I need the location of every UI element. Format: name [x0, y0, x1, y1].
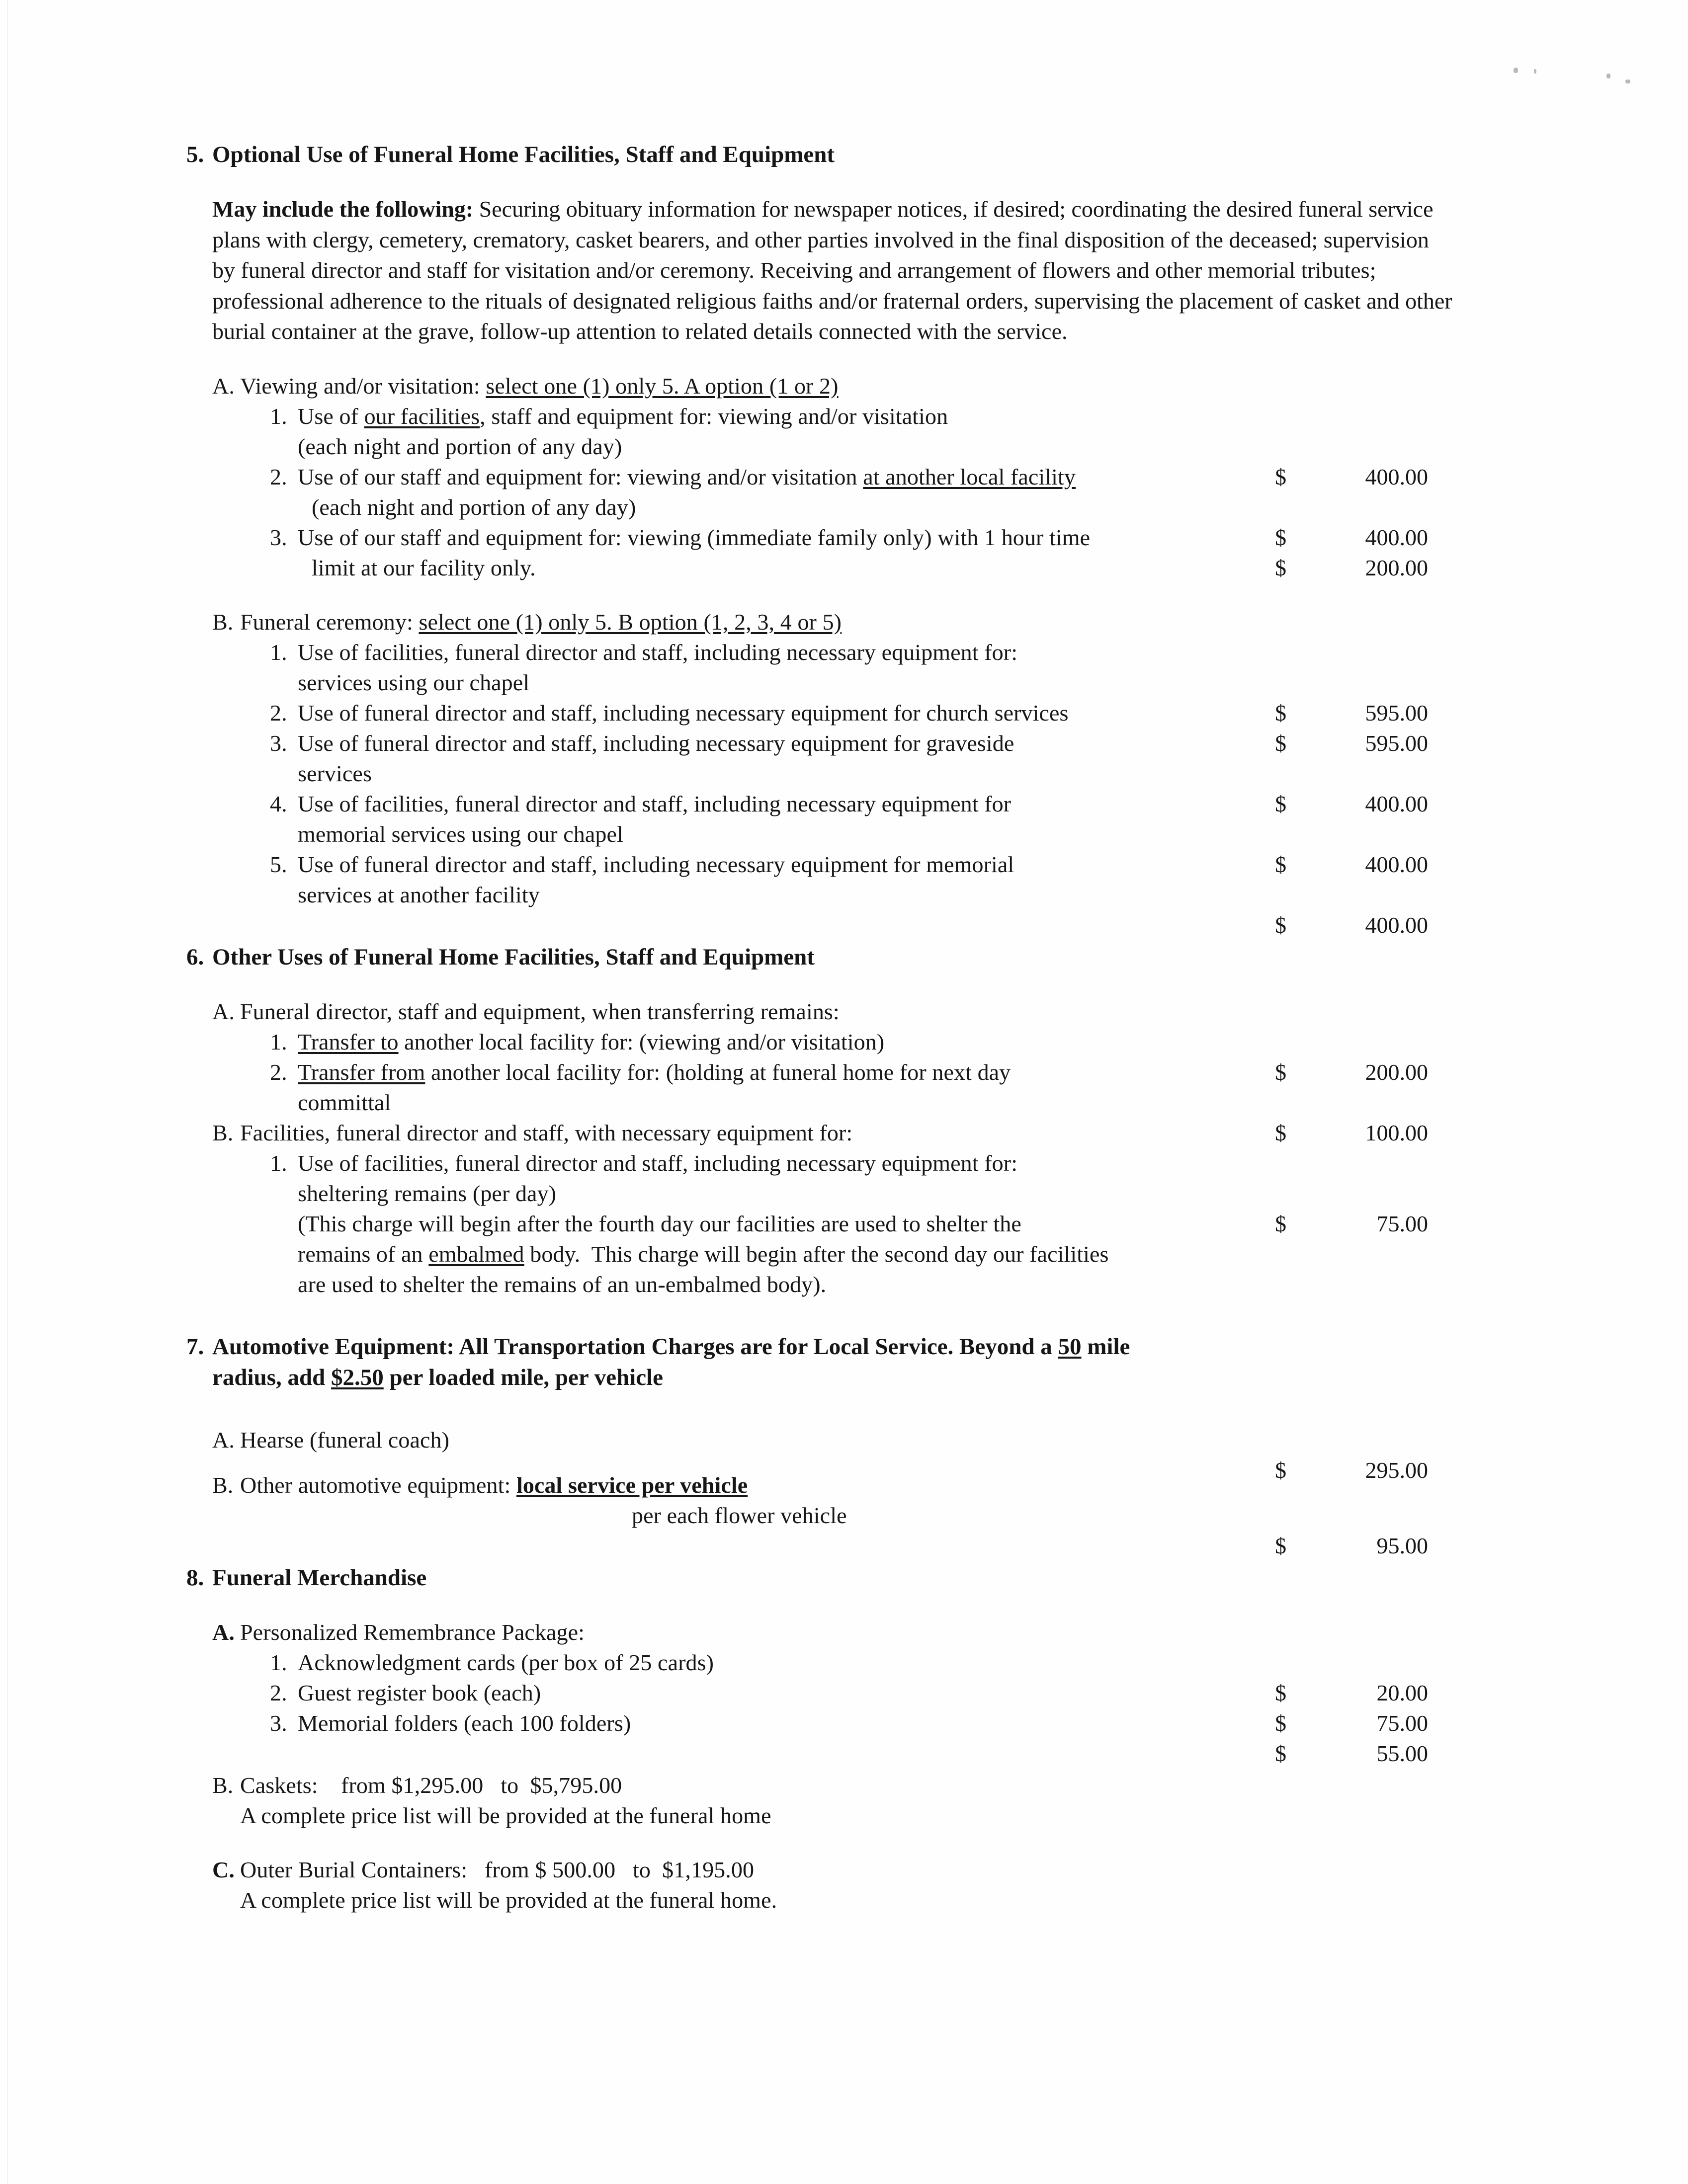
- table-row: [186, 1708, 1489, 1766]
- item-5B1-line1: [270, 637, 1489, 667]
- section-7-per-mile-rate: $2.50: [331, 1364, 384, 1390]
- item-6A2-line1: [270, 1057, 1489, 1087]
- item-5B3-line1: [270, 728, 1489, 758]
- table-row: [186, 1470, 1489, 1500]
- currency-symbol: $: [1275, 1533, 1286, 1558]
- item-5A3-line1: [270, 522, 1489, 553]
- item-8A2-text: Guest register book (each): [298, 1680, 541, 1705]
- item-8B-text: Caskets: from $1,295.00 to $5,795.00: [240, 1772, 622, 1798]
- price-amount: 100.00: [1365, 1120, 1428, 1145]
- scan-speck: [1534, 69, 1536, 74]
- price-amount: 400.00: [1365, 464, 1428, 489]
- item-8A2-label: 2.: [270, 1680, 287, 1705]
- item-6A-label: A.: [212, 998, 235, 1024]
- item-5B1-label: 1.: [270, 639, 287, 665]
- item-5B1-line2: services using our chapel: [298, 669, 530, 695]
- table-row: [186, 1148, 1489, 1178]
- item-8B-note: A complete price list will be provided at the funeral home: [240, 1802, 771, 1828]
- item-6B-label: B.: [212, 1120, 234, 1145]
- item-8A2: [270, 1678, 1489, 1708]
- item-5B-text: Funeral ceremony:: [240, 609, 419, 635]
- item-5A2-text-a: Use of our staff and equipment for: viewing and/or visitation: [298, 464, 863, 489]
- item-5A1-text-a: Use of: [298, 403, 364, 429]
- item-5B4-text: Use of facilities, funeral director and staff, including necessary equipment for: [298, 791, 1012, 816]
- table-row: [186, 880, 1489, 938]
- item-8B-heading: [212, 1770, 1489, 1800]
- currency-symbol: $: [1275, 555, 1286, 580]
- section-7-title-part4: per loaded mile, per vehicle: [383, 1364, 663, 1390]
- table-row: [186, 789, 1489, 819]
- item-8A3: [270, 1708, 1489, 1738]
- section-7-number: 7.: [186, 1333, 204, 1360]
- item-8A-label: A.: [212, 1619, 235, 1645]
- item-5B-select-note: select one (1) only 5. B option (1, 2, 3, 4 or 5): [419, 609, 842, 635]
- price-amount: 95.00: [1376, 1533, 1428, 1558]
- table-row: [186, 1500, 1489, 1558]
- section-7-title-part2: mile: [1081, 1333, 1130, 1360]
- currency-symbol: $: [1275, 1120, 1286, 1145]
- item-5A1-label: 1.: [270, 403, 287, 429]
- table-row: [186, 728, 1489, 758]
- currency-symbol: $: [1275, 1740, 1286, 1766]
- price-amount: 75.00: [1376, 1710, 1428, 1736]
- item-7A: [212, 1425, 1489, 1455]
- section-8-title: Funeral Merchandise: [212, 1564, 427, 1591]
- section-5-intro-lead: May include the following:: [212, 196, 474, 222]
- item-5A1-line1: [270, 401, 1489, 431]
- scan-edge-artifact: [7, 0, 8, 2184]
- item-7B-local-service-note: local service per vehicle: [516, 1472, 748, 1498]
- item-8C-note: A complete price list will be provided at the funeral home.: [240, 1887, 777, 1913]
- item-5B3-label: 3.: [270, 730, 287, 756]
- currency-symbol: $: [1275, 700, 1286, 726]
- item-5B2-label: 2.: [270, 700, 287, 726]
- table-row: [186, 1057, 1489, 1087]
- item-6B1-note-line2: [298, 1239, 1489, 1269]
- item-5A1-text-underlined: our facilities: [364, 403, 480, 429]
- section-7-title-part1: Automotive Equipment: All Transportation Charges are for Local Service. Beyond a: [212, 1333, 1058, 1360]
- currency-symbol: $: [1275, 1710, 1286, 1736]
- item-6B1-note-line3: are used to shelter the remains of an un-embalmed body).: [298, 1271, 827, 1297]
- price-amount: 400.00: [1365, 791, 1428, 816]
- currency-symbol: $: [1275, 851, 1286, 877]
- item-5B5-line2: services at another facility: [298, 882, 540, 907]
- note-text-a: remains of an: [298, 1241, 429, 1267]
- price-amount: 75.00: [1376, 1211, 1428, 1236]
- section-5-intro-paragraph: [212, 194, 1455, 347]
- currency-symbol: $: [1275, 1059, 1286, 1085]
- item-7B-text: Other automotive equipment:: [240, 1472, 516, 1498]
- item-6A-heading: [212, 996, 1489, 1027]
- note-text-underlined: embalmed: [428, 1241, 524, 1267]
- item-6A2-line2: committal: [298, 1089, 391, 1115]
- section-6-number: 6.: [186, 944, 204, 970]
- price-amount: 595.00: [1365, 730, 1428, 756]
- item-7B-subtext: per each flower vehicle: [632, 1502, 847, 1528]
- item-7A-text: Hearse (funeral coach): [240, 1427, 450, 1453]
- price-amount: 200.00: [1365, 1059, 1428, 1085]
- item-6A1-label: 1.: [270, 1029, 287, 1054]
- table-row: [186, 637, 1489, 667]
- document-body: [186, 139, 1489, 1915]
- item-5B1-text: Use of facilities, funeral director and staff, including necessary equipment for:: [298, 639, 1018, 665]
- price-amount: 595.00: [1365, 700, 1428, 726]
- item-8A1-label: 1.: [270, 1649, 287, 1675]
- item-8C-label: C.: [212, 1857, 235, 1882]
- item-7B-label: B.: [212, 1472, 234, 1498]
- item-5B4-line2: memorial services using our chapel: [298, 821, 623, 847]
- item-5B-label: B.: [212, 609, 234, 635]
- currency-symbol: $: [1275, 464, 1286, 489]
- table-row: [186, 401, 1489, 431]
- section-7-heading: [186, 1331, 1489, 1362]
- item-8A1: [270, 1647, 1489, 1678]
- item-7B-price: [1275, 1531, 1489, 1561]
- section-7-mile-radius: 50: [1058, 1333, 1082, 1360]
- item-6A2-text: another local facility for: (holding at funeral home for next day: [425, 1059, 1011, 1085]
- table-row: [186, 553, 1489, 583]
- price-amount: 20.00: [1376, 1680, 1428, 1705]
- item-8A1-text: Acknowledgment cards (per box of 25 cards): [298, 1649, 714, 1675]
- item-5B2-line1: [270, 698, 1489, 728]
- section-5-heading: [186, 139, 1489, 170]
- item-5A-label: A.: [212, 373, 235, 399]
- item-5A-heading: [212, 371, 1489, 401]
- section-8-heading: [186, 1562, 1489, 1593]
- item-6B-heading: [212, 1118, 1489, 1148]
- section-5-number: 5.: [186, 142, 204, 167]
- item-5A2-line1: [270, 462, 1489, 492]
- currency-symbol: $: [1275, 1211, 1286, 1236]
- item-8A3-price: [1275, 1738, 1489, 1769]
- item-6B-text: Facilities, funeral director and staff, with necessary equipment for:: [240, 1120, 853, 1145]
- currency-symbol: $: [1275, 1457, 1286, 1483]
- item-5B4-label: 4.: [270, 791, 287, 816]
- item-6B1-line2: sheltering remains (per day): [298, 1180, 557, 1206]
- section-8-number: 8.: [186, 1564, 204, 1591]
- item-6A1-text: another local facility for: (viewing and/or visitation): [398, 1029, 885, 1054]
- scan-speck: [1625, 80, 1630, 83]
- item-5B5-text: Use of funeral director and staff, including necessary equipment for memorial: [298, 851, 1014, 877]
- item-5A1-line2: (each night and portion of any day): [298, 433, 622, 459]
- item-6A1-text-underlined: Transfer to: [298, 1029, 399, 1054]
- item-6A1-line1: [270, 1027, 1489, 1057]
- currency-symbol: $: [1275, 912, 1286, 938]
- note-text-b: body. This charge will begin after the second day our facilities: [524, 1241, 1109, 1267]
- price-amount: 400.00: [1365, 524, 1428, 550]
- item-5A3-label: 3.: [270, 524, 287, 550]
- item-8A-heading: [212, 1617, 1489, 1647]
- item-7A-label: A.: [212, 1427, 235, 1453]
- item-5B4-line1: [270, 789, 1489, 819]
- scan-speck: [1514, 68, 1518, 73]
- section-6-heading: [186, 942, 1489, 972]
- item-5A-text: Viewing and/or visitation:: [240, 373, 486, 399]
- item-6B1-text: Use of facilities, funeral director and staff, including necessary equipment for:: [298, 1150, 1018, 1176]
- item-5B5-line1: [270, 849, 1489, 880]
- item-5A3-line2: limit at our facility only.: [312, 555, 536, 580]
- scan-speck: [1606, 74, 1610, 79]
- item-8A-text: Personalized Remembrance Package:: [240, 1619, 585, 1645]
- item-6B1-note-line1: (This charge will begin after the fourth day our facilities are used to shelter the: [298, 1211, 1021, 1236]
- item-5A-select-note: select one (1) only 5. A option (1 or 2): [486, 373, 839, 399]
- section-7-heading-line2: [212, 1362, 1489, 1393]
- item-5B3-text: Use of funeral director and staff, including necessary equipment for graveside: [298, 730, 1014, 756]
- item-5A1-text-b: , staff and equipment for: viewing and/or visitation: [480, 403, 948, 429]
- section-5-title: Optional Use of Funeral Home Facilities, Staff and Equipment: [212, 142, 835, 167]
- item-6A-text: Funeral director, staff and equipment, when transferring remains:: [240, 998, 840, 1024]
- item-5B3-line2: services: [298, 760, 372, 786]
- item-6A2-text-underlined: Transfer from: [298, 1059, 425, 1085]
- section-6-title: Other Uses of Funeral Home Facilities, Staff and Equipment: [212, 944, 815, 970]
- item-5B5-price: [1275, 910, 1489, 940]
- item-5B-heading: [212, 607, 1489, 637]
- price-amount: 295.00: [1365, 1457, 1428, 1483]
- currency-symbol: $: [1275, 1680, 1286, 1705]
- item-6B1-line1: [270, 1148, 1489, 1178]
- table-row: [186, 849, 1489, 880]
- currency-symbol: $: [1275, 524, 1286, 550]
- table-row: [186, 1269, 1489, 1299]
- item-5B2-text: Use of funeral director and staff, including necessary equipment for church services: [298, 700, 1069, 726]
- table-row: [186, 1209, 1489, 1239]
- price-amount: 400.00: [1365, 851, 1428, 877]
- item-8B-label: B.: [212, 1772, 234, 1798]
- item-6A2-label: 2.: [270, 1059, 287, 1085]
- item-5A2-line2: (each night and portion of any day): [312, 494, 636, 520]
- item-8C-heading: [212, 1855, 1489, 1885]
- item-5A2-text-underlined: at another local facility: [863, 464, 1076, 489]
- table-row: [186, 462, 1489, 492]
- item-5B5-label: 5.: [270, 851, 287, 877]
- price-amount: 55.00: [1376, 1740, 1428, 1766]
- item-8A3-label: 3.: [270, 1710, 287, 1736]
- item-8C-text: Outer Burial Containers: from $ 500.00 to $1,195.00: [240, 1857, 755, 1882]
- currency-symbol: $: [1275, 791, 1286, 816]
- section-5-intro-body: Securing obituary information for newspaper notices, if desired; coordinating the desired funeral service plans with clergy, cemetery, crematory, casket bearers, and other parties involved in the final disposition of the deceased; supervision by funeral director and staff for visitation and/or ceremony. Receiving and arrangement of flowers and other memorial tributes; professional adherence to the rituals of designated religious faiths and/or fraternal orders, supervising the placement of casket and other burial container at the grave, follow-up attention to related details connected with the service.: [212, 196, 1452, 344]
- item-8A3-text: Memorial folders (each 100 folders): [298, 1710, 631, 1736]
- item-6B1-label: 1.: [270, 1150, 287, 1176]
- currency-symbol: $: [1275, 730, 1286, 756]
- item-5A2-label: 2.: [270, 464, 287, 489]
- item-5A3-text: Use of our staff and equipment for: viewing (immediate family only) with 1 hour time: [298, 524, 1091, 550]
- price-amount: 400.00: [1365, 912, 1428, 938]
- table-row: [186, 1425, 1489, 1483]
- price-amount: 200.00: [1365, 555, 1428, 580]
- table-row: [186, 1239, 1489, 1269]
- item-7B: [212, 1470, 1489, 1500]
- section-7-title-part3: radius, add: [212, 1364, 332, 1390]
